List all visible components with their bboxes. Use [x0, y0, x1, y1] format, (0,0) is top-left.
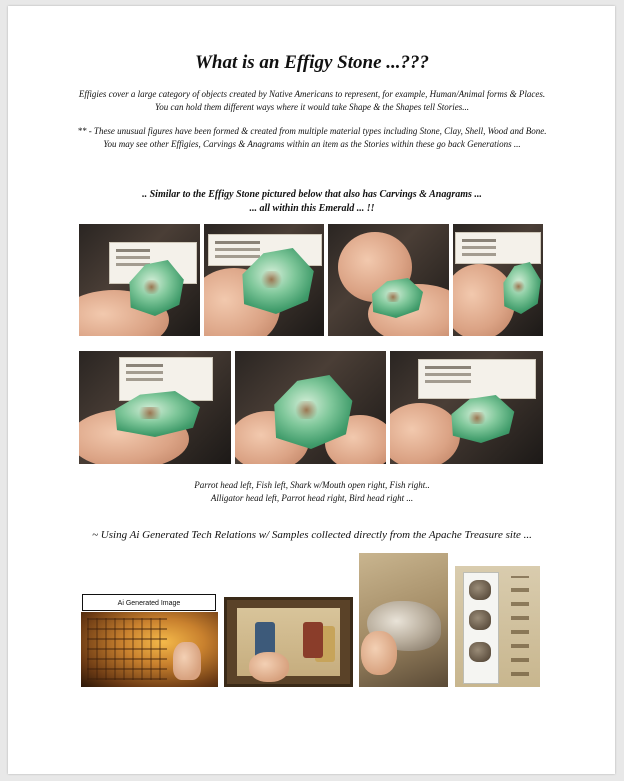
emerald-photo-3 [328, 224, 449, 336]
page-title: What is an Effigy Stone ...??? [194, 52, 430, 73]
caption-line-2: Alligator head left, Parrot head right, Bird head right ... [210, 493, 414, 503]
emerald-photo-2 [204, 224, 324, 336]
apache-section-heading: ~ Using Ai Generated Tech Relations w/ Samples collected directly from the Apache Treasure site ... [92, 529, 532, 541]
photo-caption [60, 479, 564, 505]
emerald-subheading [60, 188, 564, 216]
ai-generated-image [81, 612, 218, 687]
emerald-photo-6 [235, 351, 386, 464]
intro-paragraph: Effigies cover a large category of objects created by Native Americans to represent, for example, Human/Animal forms & Places. You can hold them different ways where it would take Shape & the Shapes tell Stories... [78, 89, 546, 112]
framed-papyrus-photo [224, 597, 353, 687]
emerald-photo-4 [453, 224, 543, 336]
emerald-photo-7 [390, 351, 543, 464]
ai-generated-label: Ai Generated Image [82, 594, 216, 611]
sample-tray-photo [455, 566, 540, 687]
emerald-photo-5 [79, 351, 231, 464]
subheading-line-1: .. Similar to the Effigy Stone pictured below that also has Carvings & Anagrams ... [142, 189, 482, 200]
emerald-photo-1 [79, 224, 200, 336]
stone-sample-photo [359, 553, 448, 687]
caption-line-1: Parrot head left, Fish left, Shark w/Mouth open right, Fish right.. [194, 480, 430, 490]
subheading-line-2: ... all within this Emerald ... !! [249, 203, 375, 214]
materials-paragraph: ** - These unusual figures have been formed & created from multiple material types including Stone, Clay, Shell, Wood and Bone. You may see other Effigies, Carvings & Anagrams within an item as the Stories within these go back Generations ... [77, 126, 547, 149]
